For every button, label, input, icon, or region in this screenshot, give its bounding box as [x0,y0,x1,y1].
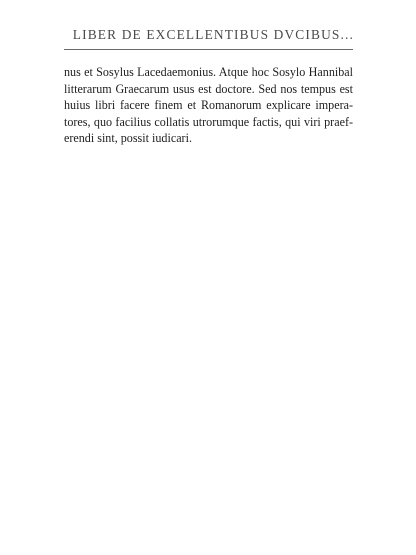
text-line: nus et Sosylus Lacedaemonius. Atque hoc Sosylo Hannibal [64,65,353,79]
running-head-title: LIBER DE EXCELLENTIBUS DVCIBUS... [72,27,354,42]
text-line: litterarum Graecarum usus est doctore. Sed nos tempus est [64,81,353,96]
text-line: huius libri facere finem et Romanorum explicare impera- [64,98,353,113]
body-paragraph [64,64,353,147]
text-line: tores, quo facilius collatis utrorumque factis, qui viri praef- [64,114,353,129]
text-line: erendi sint, possit iudicari. [64,131,192,146]
header-rule [64,49,353,50]
